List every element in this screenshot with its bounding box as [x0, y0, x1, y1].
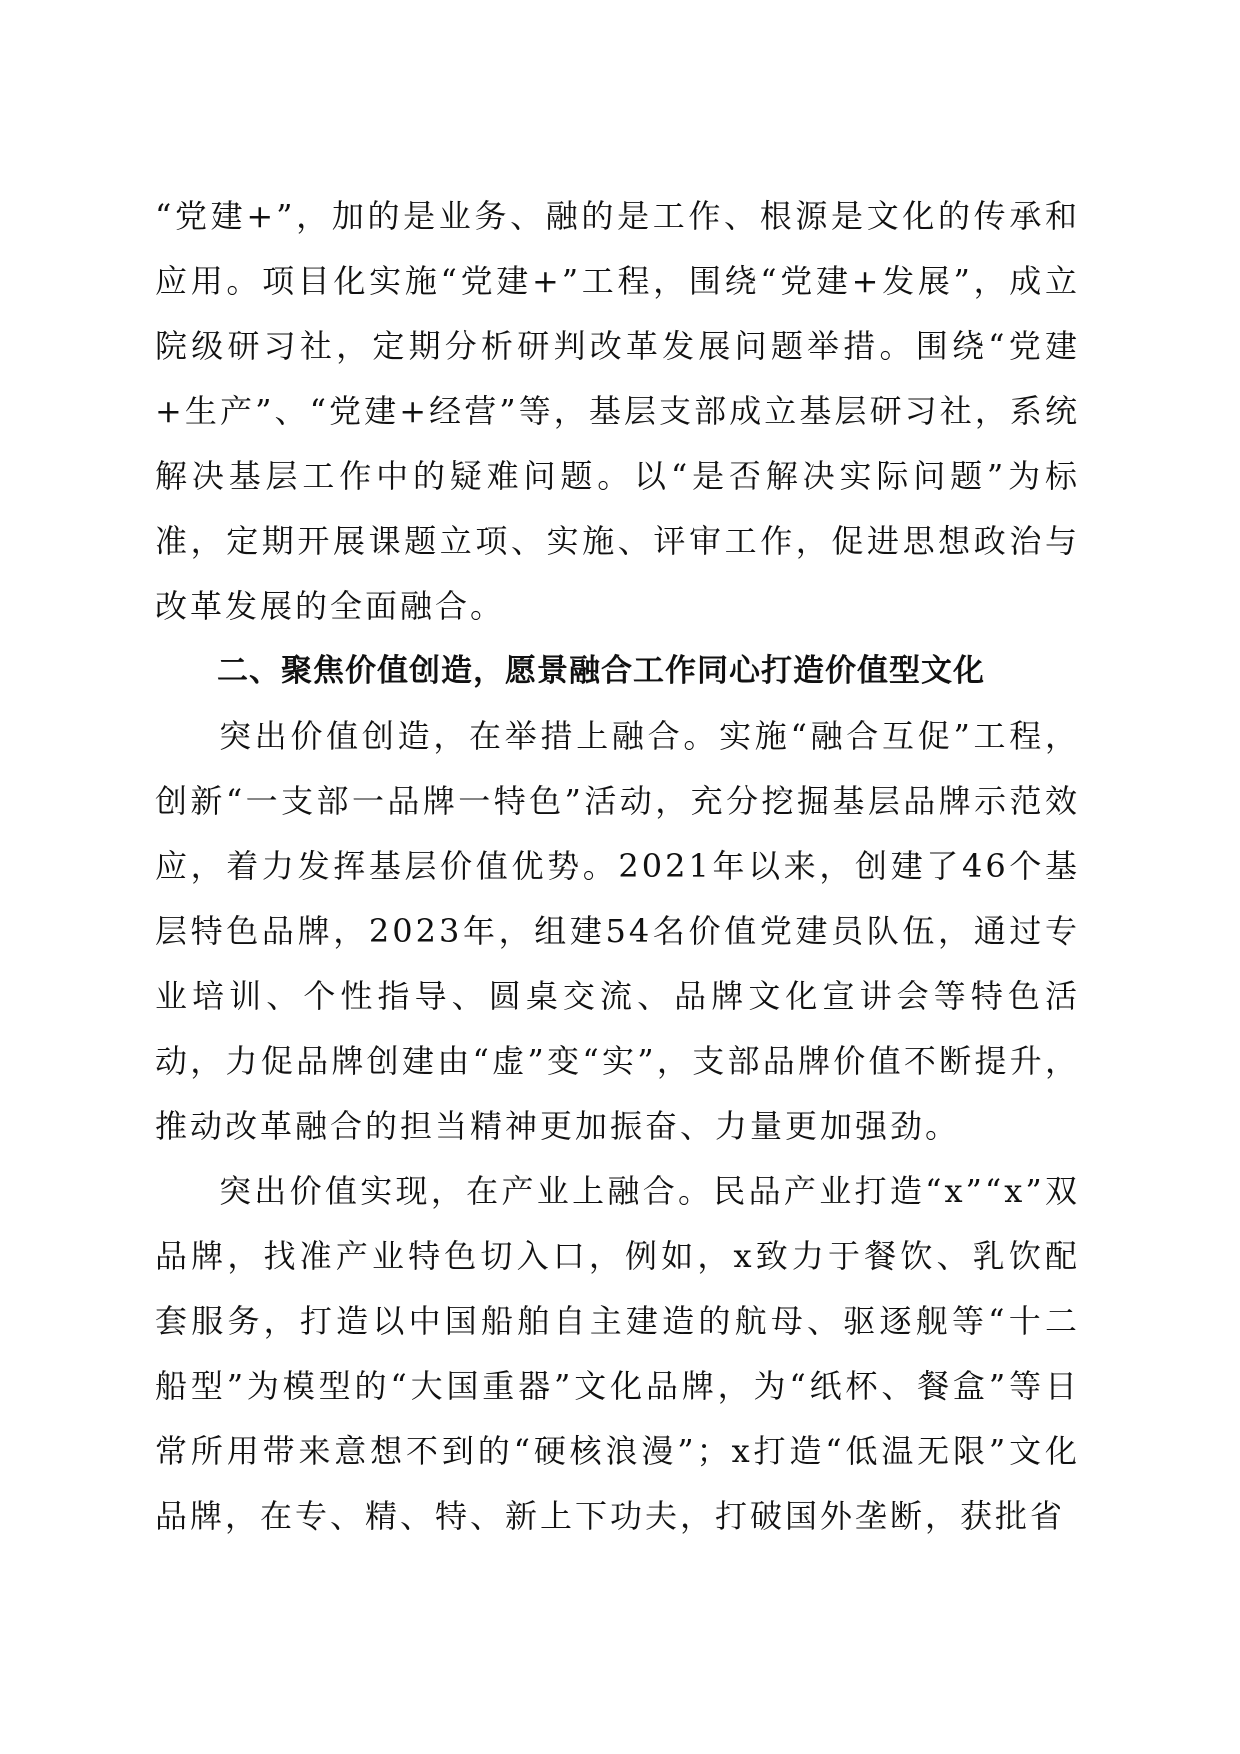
document-body: [155, 184, 1080, 1549]
section-heading-2: 二、聚焦价值创造，愿景融合工作同心打造价值型文化: [217, 653, 985, 689]
paragraph-value-realization: 突出价值实现，在产业上融合。民品产业打造“x”“x”双品牌，找准产业特色切入口，例如，x致力于餐饮、乳饮配套服务，打造以中国船舶自主建造的航母、驱逐舰等“十二船型”为模型的“大国重器”文化品牌，为“纸杯、餐盒”等日常所用带来意想不到的“硬核浪漫”；x打造“低温无限”文化品牌，在专、精、特、新上下功夫，打破国外垄断，获批省: [155, 1172, 1080, 1535]
paragraph-party-building-plus: “党建+”，加的是业务、融的是工作、根源是文化的传承和应用。项目化实施“党建+”工程，围绕“党建+发展”，成立院级研习社，定期分析研判改革发展问题举措。围绕“党建+生产”、“党建+经营”等，基层支部成立基层研习社，系统解决基层工作中的疑难问题。以“是否解决实际问题”为标准，定期开展课题立项、实施、评审工作，促进思想政治与改革发展的全面融合。: [155, 197, 1080, 625]
paragraph-value-creation: 突出价值创造，在举措上融合。实施“融合互促”工程，创新“一支部一品牌一特色”活动，充分挖掘基层品牌示范效应，着力发挥基层价值优势。2021年以来，创建了46个基层特色品牌，2023年，组建54名价值党建员队伍，通过专业培训、个性指导、圆桌交流、品牌文化宣讲会等特色活动，力促品牌创建由“虚”变“实”，支部品牌价值不断提升，推动改革融合的担当精神更加振奋、力量更加强劲。: [155, 717, 1080, 1145]
